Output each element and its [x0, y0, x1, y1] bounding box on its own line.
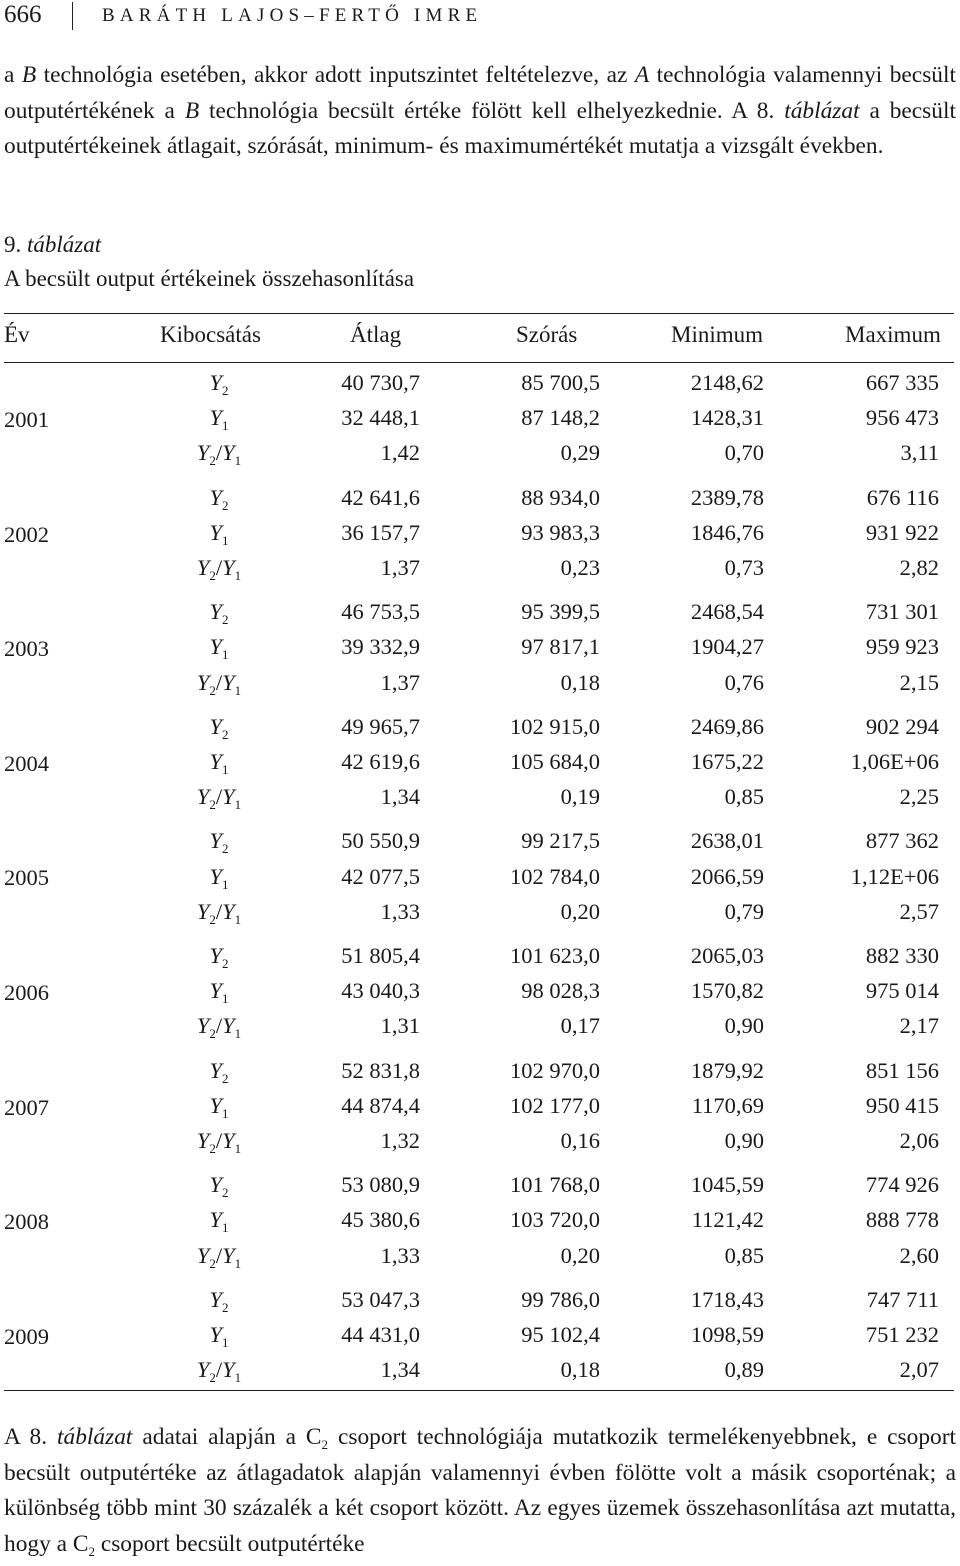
atlag-cell: 36 157,7	[341, 519, 420, 545]
output-symbol: Y	[196, 1013, 210, 1039]
minimum-cell: 1718,43	[690, 1286, 764, 1312]
output-symbol: Y	[196, 1127, 210, 1153]
minimum-cell: 0,90	[724, 1127, 764, 1153]
output-symbol: Y	[209, 1321, 222, 1347]
minimum-cell: 2148,62	[690, 370, 764, 395]
running-head: BARÁTH LAJOS–FERTŐ IMRE	[102, 5, 483, 26]
output-subscript: 2	[222, 1299, 229, 1315]
year-cell: 2002	[4, 521, 49, 547]
maximum-cell: 902 294	[865, 713, 939, 739]
output-subscript: 1	[234, 1255, 242, 1271]
minimum-cell: 1428,31	[690, 405, 764, 431]
output-subscript: 2	[209, 453, 216, 469]
output-label-cell	[184, 1353, 254, 1387]
year-group	[0, 1283, 960, 1398]
maximum-cell: 747 711	[866, 1286, 939, 1312]
atlag-cell: 1,31	[380, 1013, 420, 1039]
output-label-cell	[184, 401, 254, 435]
minimum-cell: 1098,59	[690, 1321, 764, 1347]
szoras-cell: 99 786,0	[521, 1286, 600, 1312]
year-group	[0, 1168, 960, 1283]
text-run-italic: B	[21, 62, 37, 88]
output-subscript: 2	[209, 1255, 216, 1271]
output-label-cell	[184, 630, 254, 664]
table-row	[0, 1283, 960, 1317]
closing-paragraph	[4, 1420, 956, 1562]
table-row	[0, 666, 960, 700]
table-row	[0, 1009, 960, 1043]
table-row	[0, 551, 960, 585]
text-run: technológia becsült értéke fölött kell elhelyezkednie. A 8.	[199, 97, 785, 124]
text-run: technológia valamennyi becsült outputértékének a	[4, 62, 956, 124]
year-cell: 2008	[4, 1209, 49, 1235]
table-row	[0, 1318, 960, 1352]
atlag-cell: 50 550,9	[341, 828, 420, 854]
column-header-ev: Év	[4, 322, 30, 347]
atlag-cell: 42 641,6	[341, 484, 420, 510]
column-header-kibocsatas: Kibocsátás	[160, 322, 261, 347]
szoras-cell: 102 177,0	[510, 1092, 600, 1118]
table-row	[0, 974, 960, 1008]
maximum-cell: 2,82	[899, 554, 939, 580]
output-label-cell	[184, 366, 254, 400]
table-row	[0, 595, 960, 629]
maximum-cell: 882 330	[865, 942, 939, 968]
year-group	[0, 939, 960, 1054]
atlag-cell: 1,34	[380, 784, 420, 810]
output-symbol: Y	[222, 784, 235, 810]
maximum-cell: 851 156	[865, 1057, 939, 1083]
atlag-cell: 40 730,7	[341, 370, 420, 395]
minimum-cell: 1675,22	[690, 748, 764, 774]
minimum-cell: 0,85	[724, 784, 764, 810]
output-label-cell	[184, 516, 254, 550]
output-label-cell	[184, 1239, 254, 1273]
minimum-cell: 2468,54	[690, 599, 764, 625]
output-symbol: Y	[222, 898, 235, 924]
maximum-cell: 1,06E+06	[850, 748, 939, 774]
column-header-maximum: Maximum	[845, 322, 941, 347]
column-header-atlag: Átlag	[350, 322, 402, 347]
atlag-cell: 51 805,4	[341, 942, 420, 968]
text-run: a	[4, 62, 22, 88]
minimum-cell: 1570,82	[690, 978, 764, 1004]
maximum-cell: 2,06	[899, 1127, 939, 1153]
atlag-cell: 45 380,6	[341, 1207, 420, 1233]
atlag-cell: 39 332,9	[341, 634, 420, 660]
output-subscript: 2	[209, 911, 216, 927]
output-subscript: 1	[234, 1026, 242, 1042]
output-symbol: Y	[209, 519, 222, 545]
output-symbol: Y	[209, 1172, 222, 1198]
output-symbol: Y	[209, 599, 222, 625]
minimum-cell: 2389,78	[690, 484, 764, 510]
table-row	[0, 516, 960, 550]
output-label-cell	[184, 860, 254, 894]
output-subscript: 2	[222, 1185, 229, 1201]
year-cell: 2004	[4, 750, 49, 776]
output-label-cell	[184, 1089, 254, 1123]
szoras-cell: 0,20	[560, 898, 600, 924]
output-subscript: 1	[234, 797, 242, 813]
ratio-slash: /	[215, 554, 223, 580]
output-subscript: 1	[222, 1105, 229, 1121]
szoras-cell: 0,18	[560, 1357, 600, 1383]
output-subscript: 2	[222, 1070, 229, 1086]
ratio-slash: /	[215, 669, 223, 695]
table-row	[0, 780, 960, 814]
output-label-cell	[184, 436, 254, 470]
minimum-cell: 0,90	[724, 1013, 764, 1039]
minimum-cell: 1045,59	[690, 1172, 764, 1198]
text-run: A 8.	[4, 1424, 58, 1450]
output-subscript: 1	[234, 682, 242, 698]
maximum-cell: 1,12E+06	[850, 863, 939, 889]
szoras-cell: 101 623,0	[510, 942, 600, 968]
szoras-cell: 95 399,5	[521, 599, 600, 625]
minimum-cell: 1879,92	[690, 1057, 764, 1083]
table-header-rule	[4, 362, 954, 363]
maximum-cell: 774 926	[865, 1172, 939, 1198]
output-subscript: 1	[222, 1220, 229, 1236]
output-label-cell	[184, 710, 254, 744]
minimum-cell: 1121,42	[691, 1207, 764, 1233]
atlag-cell: 1,33	[380, 898, 420, 924]
output-label-cell	[184, 1283, 254, 1317]
atlag-cell: 1,37	[380, 554, 420, 580]
output-subscript: 1	[222, 991, 229, 1007]
output-label-cell	[184, 1054, 254, 1088]
output-symbol: Y	[196, 554, 210, 580]
minimum-cell: 0,70	[724, 440, 764, 466]
output-subscript: 1	[222, 761, 229, 777]
maximum-cell: 3,11	[900, 440, 939, 466]
ratio-slash: /	[215, 784, 223, 810]
subscript: 2	[321, 1437, 329, 1452]
minimum-cell: 2066,59	[690, 863, 764, 889]
year-cell: 2001	[4, 407, 49, 432]
atlag-cell: 44 874,4	[341, 1092, 420, 1118]
atlag-cell: 42 077,5	[341, 863, 420, 889]
table-row	[0, 481, 960, 515]
output-label-cell	[184, 780, 254, 814]
maximum-cell: 959 923	[865, 634, 939, 660]
ratio-slash: /	[215, 898, 223, 924]
output-symbol: Y	[209, 1057, 222, 1083]
table-body	[0, 366, 960, 1386]
atlag-cell: 44 431,0	[341, 1321, 420, 1347]
year-cell: 2007	[4, 1094, 49, 1120]
atlag-cell: 43 040,3	[341, 978, 420, 1004]
maximum-cell: 2,17	[899, 1013, 939, 1039]
intro-paragraph	[4, 58, 956, 165]
table-row	[0, 1168, 960, 1202]
output-symbol: Y	[209, 713, 222, 739]
output-symbol: Y	[222, 1013, 235, 1039]
table-row	[0, 630, 960, 664]
table-row	[0, 860, 960, 894]
ratio-slash: /	[215, 1127, 223, 1153]
output-label-cell	[184, 666, 254, 700]
page-number: 666	[4, 1, 42, 28]
year-group	[0, 481, 960, 596]
output-symbol: Y	[196, 440, 210, 466]
szoras-cell: 102 915,0	[510, 713, 600, 739]
output-label-cell	[184, 481, 254, 515]
text-run: technológia esetében, akkor adott inputszintet feltételezve, az	[36, 62, 635, 88]
atlag-cell: 1,32	[380, 1127, 420, 1153]
maximum-cell: 751 232	[865, 1321, 939, 1347]
caption-number: 9.	[4, 232, 27, 257]
maximum-cell: 2,60	[899, 1242, 939, 1268]
output-label-cell	[184, 1009, 254, 1043]
output-symbol: Y	[209, 942, 222, 968]
output-symbol: Y	[196, 669, 210, 695]
output-symbol: Y	[196, 784, 210, 810]
output-label-cell	[184, 824, 254, 858]
output-subscript: 1	[234, 1370, 242, 1386]
header-divider	[72, 2, 73, 30]
output-subscript: 1	[234, 1140, 242, 1156]
table-caption-number	[4, 230, 101, 260]
table-caption-title: A becsült output értékeinek összehasonlítása	[4, 266, 415, 291]
minimum-cell: 2638,01	[690, 828, 764, 854]
output-subscript: 2	[209, 1370, 216, 1386]
text-run-italic: B	[184, 97, 200, 124]
output-label-cell	[184, 745, 254, 779]
maximum-cell: 950 415	[865, 1092, 939, 1118]
output-symbol: Y	[222, 1242, 235, 1268]
atlag-cell: 42 619,6	[341, 748, 420, 774]
szoras-cell: 99 217,5	[521, 828, 600, 854]
output-subscript: 1	[234, 453, 242, 469]
output-symbol: Y	[209, 863, 222, 889]
maximum-cell: 2,15	[899, 669, 939, 695]
table-row	[0, 1239, 960, 1273]
year-group	[0, 710, 960, 825]
output-symbol: Y	[222, 1127, 235, 1153]
atlag-cell: 52 831,8	[341, 1057, 420, 1083]
output-symbol: Y	[209, 1207, 222, 1233]
maximum-cell: 888 778	[865, 1207, 939, 1233]
maximum-cell: 2,57	[899, 898, 939, 924]
atlag-cell: 49 965,7	[341, 713, 420, 739]
szoras-cell: 87 148,2	[521, 405, 600, 431]
table-row	[0, 745, 960, 779]
szoras-cell: 98 028,3	[521, 978, 600, 1004]
year-cell: 2005	[4, 865, 49, 891]
page-header	[0, 0, 960, 34]
output-symbol: Y	[209, 1092, 222, 1118]
output-subscript: 1	[222, 647, 229, 663]
output-symbol: Y	[209, 978, 222, 1004]
table-row	[0, 366, 960, 400]
atlag-cell: 53 047,3	[341, 1286, 420, 1312]
column-header-minimum: Minimum	[671, 322, 764, 347]
atlag-cell: 46 753,5	[341, 599, 420, 625]
output-symbol: Y	[209, 828, 222, 854]
szoras-cell: 85 700,5	[521, 370, 600, 395]
minimum-cell: 0,76	[724, 669, 764, 695]
output-subscript: 1	[222, 876, 229, 892]
szoras-cell: 0,18	[560, 669, 600, 695]
atlag-cell: 1,33	[380, 1242, 420, 1268]
ratio-slash: /	[215, 1013, 223, 1039]
minimum-cell: 0,89	[724, 1357, 764, 1383]
table-row	[0, 710, 960, 744]
output-symbol: Y	[196, 1357, 210, 1383]
output-symbol: Y	[209, 370, 222, 395]
output-subscript: 2	[222, 726, 229, 742]
year-cell: 2003	[4, 636, 49, 662]
output-subscript: 2	[222, 497, 229, 513]
minimum-cell: 2065,03	[690, 942, 764, 968]
output-subscript: 1	[222, 532, 229, 548]
text-run-italic: táblázat	[784, 97, 860, 124]
szoras-cell: 88 934,0	[521, 484, 600, 510]
output-label-cell	[184, 551, 254, 585]
maximum-cell: 2,07	[899, 1357, 939, 1383]
output-label-cell	[184, 1168, 254, 1202]
szoras-cell: 97 817,1	[521, 634, 600, 660]
output-symbol: Y	[222, 1357, 235, 1383]
maximum-cell: 975 014	[865, 978, 939, 1004]
table-row	[0, 1054, 960, 1088]
table-row	[0, 824, 960, 858]
output-symbol: Y	[196, 898, 210, 924]
maximum-cell: 956 473	[865, 405, 939, 431]
output-label-cell	[184, 895, 254, 929]
table-bottom-rule	[4, 1390, 954, 1391]
table-header-row	[0, 320, 960, 354]
year-cell: 2009	[4, 1323, 49, 1349]
text-run: csoport technológiája mutatkozik termelékenyebbnek, e csoport becsült outputértéke az átlagadatok alapján valamennyi évben fölötte volt a másik csoporténak; a különbség több mint 30 százalék a két csoport között. Az egyes üzemek összehasonlítása azt mutatta, hogy a C	[4, 1424, 957, 1557]
output-label-cell	[184, 1124, 254, 1158]
text-run-italic: A	[634, 62, 650, 88]
szoras-cell: 0,17	[560, 1013, 600, 1039]
caption-label: táblázat	[27, 232, 102, 257]
atlag-cell: 53 080,9	[341, 1172, 420, 1198]
table-row	[0, 1203, 960, 1237]
szoras-cell: 93 983,3	[521, 519, 600, 545]
atlag-cell: 32 448,1	[341, 405, 420, 431]
output-label-cell	[184, 1203, 254, 1237]
output-subscript: 1	[222, 418, 229, 434]
output-subscript: 2	[209, 1026, 216, 1042]
output-symbol: Y	[196, 1242, 210, 1268]
output-subscript: 1	[222, 1334, 229, 1350]
output-label-cell	[184, 974, 254, 1008]
maximum-cell: 2,25	[899, 784, 939, 810]
output-subscript: 1	[234, 911, 242, 927]
szoras-cell: 0,29	[560, 440, 600, 466]
output-subscript: 2	[209, 682, 216, 698]
szoras-cell: 103 720,0	[510, 1207, 600, 1233]
szoras-cell: 0,23	[560, 554, 600, 580]
szoras-cell: 102 970,0	[510, 1057, 600, 1083]
atlag-cell: 1,34	[380, 1357, 420, 1383]
table-row	[0, 1089, 960, 1123]
output-symbol: Y	[222, 440, 235, 466]
year-group	[0, 824, 960, 939]
minimum-cell: 1170,69	[691, 1092, 764, 1118]
output-symbol: Y	[209, 405, 222, 431]
table-row	[0, 1353, 960, 1387]
szoras-cell: 95 102,4	[521, 1321, 600, 1347]
output-subscript: 2	[209, 1140, 216, 1156]
output-subscript: 2	[209, 567, 216, 583]
text-run: a becsült outputértékeinek átlagait, szórását, minimum- és maximumértékét mutatja a vizsgált években.	[4, 97, 956, 159]
output-subscript: 2	[222, 841, 229, 857]
ratio-slash: /	[215, 1242, 223, 1268]
szoras-cell: 101 768,0	[510, 1172, 600, 1198]
output-subscript: 2	[222, 383, 229, 398]
output-subscript: 1	[234, 567, 242, 583]
year-group	[0, 1054, 960, 1169]
output-symbol: Y	[209, 748, 222, 774]
table-row	[0, 1124, 960, 1158]
maximum-cell: 731 301	[865, 599, 939, 625]
output-subscript: 2	[209, 797, 216, 813]
column-header-szoras: Szórás	[516, 322, 578, 347]
output-label-cell	[184, 1318, 254, 1352]
szoras-cell: 102 784,0	[510, 863, 600, 889]
output-symbol: Y	[222, 669, 235, 695]
output-subscript: 2	[222, 955, 229, 971]
atlag-cell: 1,42	[380, 440, 420, 466]
atlag-cell: 1,37	[380, 669, 420, 695]
szoras-cell: 0,20	[560, 1242, 600, 1268]
maximum-cell: 877 362	[865, 828, 939, 854]
table-row	[0, 436, 960, 470]
subscript: 2	[88, 1543, 95, 1559]
output-label-cell	[184, 939, 254, 973]
output-symbol: Y	[209, 484, 222, 510]
text-run-italic: táblázat	[57, 1424, 133, 1450]
minimum-cell: 2469,86	[690, 713, 764, 739]
output-symbol: Y	[209, 1286, 222, 1312]
szoras-cell: 105 684,0	[510, 748, 600, 774]
minimum-cell: 1846,76	[690, 519, 764, 545]
output-symbol: Y	[209, 634, 222, 660]
szoras-cell: 0,16	[560, 1127, 600, 1153]
ratio-slash: /	[215, 440, 223, 466]
maximum-cell: 676 116	[866, 484, 939, 510]
maximum-cell: 667 335	[865, 370, 939, 395]
output-symbol: Y	[222, 554, 235, 580]
table-row	[0, 401, 960, 435]
year-group	[0, 595, 960, 710]
minimum-cell: 0,73	[724, 554, 764, 580]
year-group	[0, 366, 960, 481]
output-subscript: 2	[222, 612, 229, 628]
ratio-slash: /	[215, 1357, 223, 1383]
maximum-cell: 931 922	[865, 519, 939, 545]
text-run: csoport becsült outputértéke	[94, 1530, 365, 1557]
text-run: adatai alapján a C	[132, 1424, 322, 1450]
table-top-rule	[4, 313, 954, 314]
minimum-cell: 0,79	[724, 898, 764, 924]
table-row	[0, 939, 960, 973]
minimum-cell: 0,85	[724, 1242, 764, 1268]
year-cell: 2006	[4, 979, 49, 1005]
szoras-cell: 0,19	[560, 784, 600, 810]
output-label-cell	[184, 595, 254, 629]
table-row	[0, 895, 960, 929]
minimum-cell: 1904,27	[690, 634, 764, 660]
